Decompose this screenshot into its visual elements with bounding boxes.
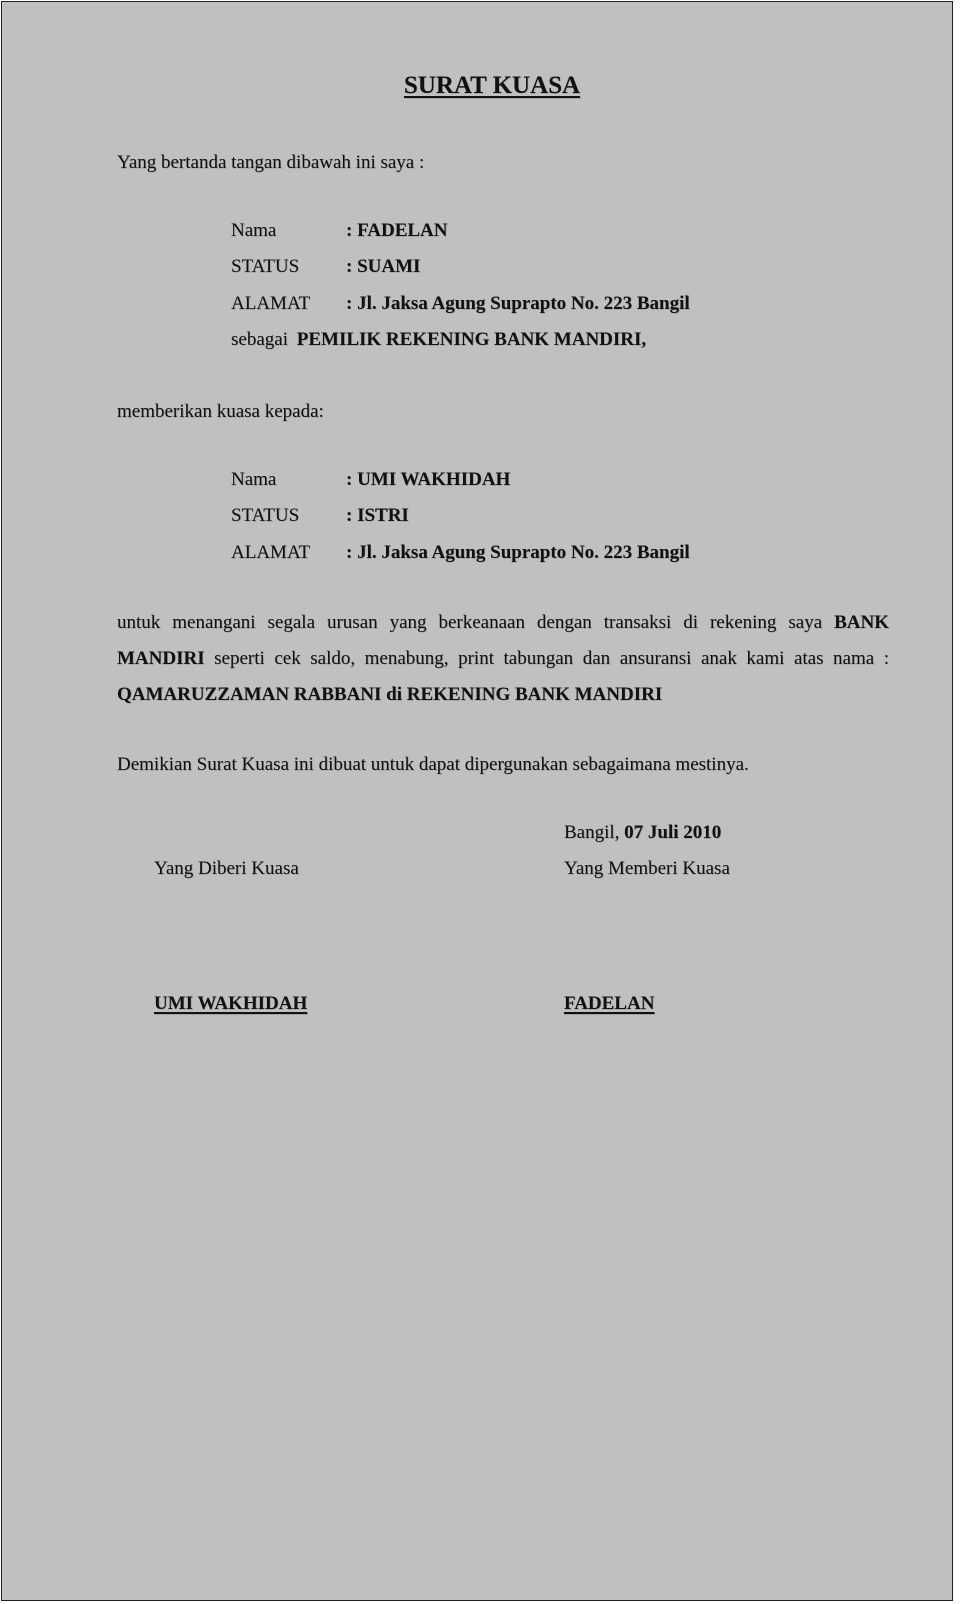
grantor-role bbox=[231, 329, 646, 351]
date: 07 Juli 2010 bbox=[624, 822, 722, 843]
document-title: SURAT KUASA bbox=[403, 72, 581, 99]
grantee-status-value: : ISTRI bbox=[346, 505, 409, 526]
grantor-status-label: STATUS bbox=[231, 256, 300, 277]
purpose-name: QAMARUZZAMAN RABBANI di REKENING BANK MANDIRI bbox=[117, 684, 663, 705]
transition-text: memberikan kuasa kepada: bbox=[117, 401, 324, 422]
purpose-text-1: untuk menangani segala urusan yang berkeanaan dengan transaksi di rekening saya bbox=[117, 612, 835, 633]
grantee-alamat-value: : Jl. Jaksa Agung Suprapto No. 223 Bangil bbox=[346, 542, 690, 563]
document-page bbox=[1, 1, 953, 1601]
place: Bangil, bbox=[564, 822, 620, 843]
place-date bbox=[564, 822, 721, 844]
closing-text: Demikian Surat Kuasa ini dibuat untuk dapat dipergunakan sebagaimana mestinya. bbox=[117, 754, 749, 775]
grantee-nama-label: Nama bbox=[231, 469, 277, 490]
grantee-alamat-label: ALAMAT bbox=[231, 542, 311, 563]
right-role: Yang Memberi Kuasa bbox=[564, 858, 730, 879]
grantee-nama-value: : UMI WAKHIDAH bbox=[346, 469, 511, 490]
purpose-text-2: seperti cek saldo, menabung, print tabungan dan ansuransi anak kami atas nama : bbox=[204, 648, 889, 669]
grantor-alamat-value: : Jl. Jaksa Agung Suprapto No. 223 Bangil bbox=[346, 293, 690, 314]
grantor-alamat-label: ALAMAT bbox=[231, 293, 311, 314]
grantor-nama-label: Nama bbox=[231, 220, 277, 241]
left-signatory: UMI WAKHIDAH bbox=[154, 993, 308, 1014]
purpose-paragraph bbox=[117, 605, 889, 713]
left-role: Yang Diberi Kuasa bbox=[154, 858, 299, 879]
grantor-nama-value: : FADELAN bbox=[346, 220, 448, 241]
grantor-status-value: : SUAMI bbox=[346, 256, 421, 277]
intro-text: Yang bertanda tangan dibawah ini saya : bbox=[117, 152, 425, 173]
grantee-status-label: STATUS bbox=[231, 505, 300, 526]
grantor-role-prefix: sebagai bbox=[231, 329, 288, 350]
grantor-role-value: PEMILIK REKENING BANK MANDIRI, bbox=[296, 329, 647, 350]
purpose-bank: BANK MANDIRI bbox=[117, 612, 889, 669]
right-signatory: FADELAN bbox=[564, 993, 655, 1014]
